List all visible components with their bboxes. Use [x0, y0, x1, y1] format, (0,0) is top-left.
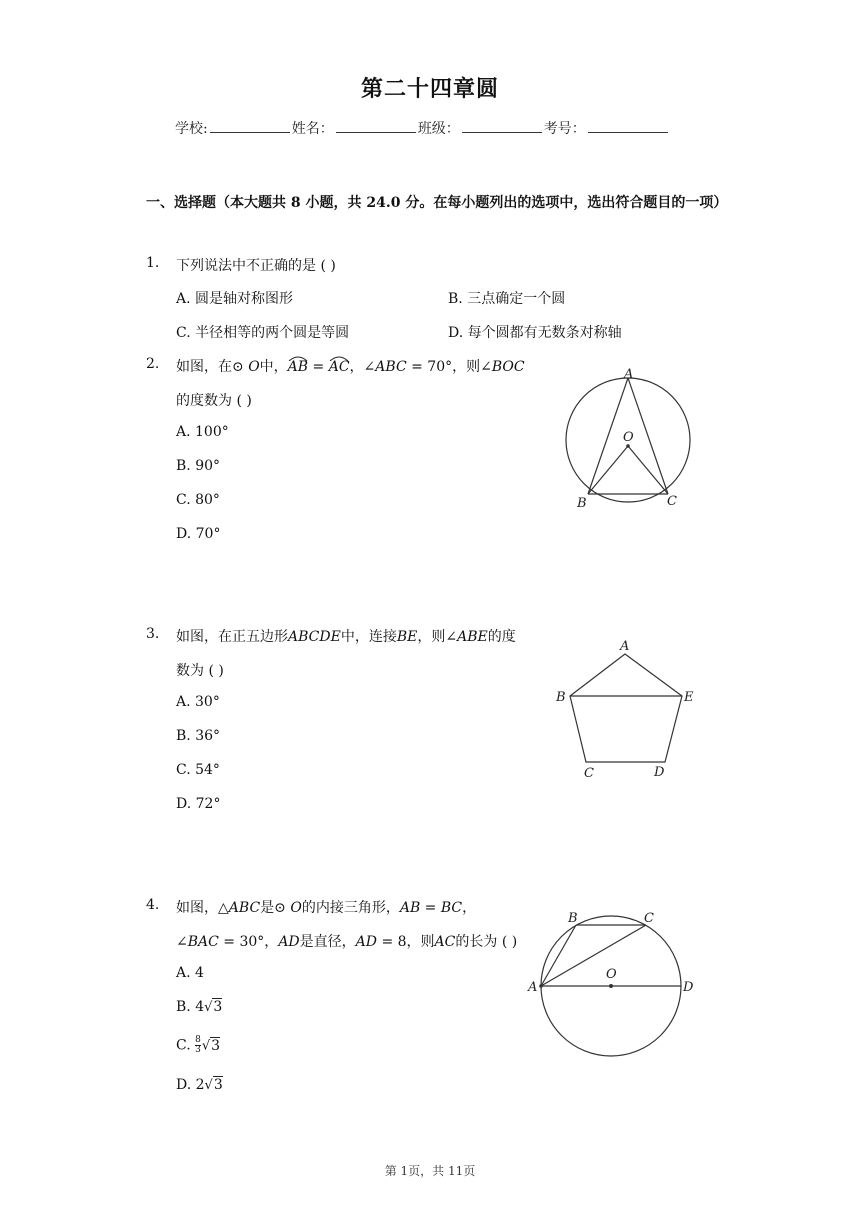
q4-label-c: C — [644, 911, 654, 926]
school-label: 学校: — [175, 121, 208, 137]
q4-text-part: 是直径， — [299, 934, 356, 950]
q4-math: BAC — [187, 934, 219, 950]
q4-option-d-text: D. 2 — [176, 1077, 205, 1093]
q2-arc-ab-text: AB — [287, 359, 309, 375]
q2-segment-ob — [588, 446, 628, 494]
q4-math: ABC — [228, 900, 261, 916]
q2-math: BOC — [491, 359, 525, 375]
q4-text-part: = 30°， — [218, 934, 279, 950]
class-label: 班级： — [417, 121, 460, 137]
q4-math: BC — [440, 900, 463, 916]
q3-option-b: B. 36° — [176, 728, 221, 744]
q4-text-line1 — [176, 897, 476, 917]
q3-text-part: 中，连接 — [340, 629, 397, 645]
q3-text-line1 — [176, 626, 516, 646]
q4-option-c-radicand: 3 — [211, 1037, 221, 1054]
q4-point-a — [539, 984, 543, 988]
exam-no-blank — [588, 120, 668, 133]
q3-math: ABE — [457, 629, 488, 645]
name-blank — [336, 120, 416, 133]
q3-number: 3. — [146, 626, 160, 642]
q4-math: AD — [278, 934, 300, 950]
q4-option-b — [176, 999, 222, 1015]
q2-segment-ac — [628, 378, 668, 494]
q2-option-a: A. 100° — [176, 424, 229, 440]
sqrt-icon: √ — [204, 1078, 213, 1093]
q2-text-part: = — [308, 359, 329, 375]
q2-segment-oc — [628, 446, 668, 494]
q2-label-c: C — [667, 494, 677, 509]
q4-text-part: ， — [462, 900, 477, 916]
q1-option-a: A. 圆是轴对称图形 — [176, 291, 294, 307]
q2-label-b: B — [577, 496, 587, 511]
q1-option-d: D. 每个圆都有无数条对称轴 — [448, 325, 622, 341]
q1-option-b: B. 三点确定一个圆 — [448, 291, 566, 307]
q4-text-line2 — [176, 931, 517, 951]
q4-text-part: = — [420, 900, 441, 916]
q2-label-a: A — [624, 367, 634, 382]
q4-option-b-radicand: 3 — [213, 999, 223, 1015]
q2-label-o: O — [623, 430, 634, 445]
q3-math: ABCDE — [288, 629, 341, 645]
q2-number: 2. — [146, 356, 160, 372]
q2-text-part: = 70°，则∠ — [406, 359, 492, 375]
q2-segment-ab — [588, 378, 628, 494]
q2-text-part: 中， — [259, 359, 288, 375]
q2-text-line2: 的度数为 ( ) — [176, 393, 252, 409]
q1-option-c: C. 半径相等的两个圆是等圆 — [176, 325, 350, 341]
q4-fraction-denominator: 3 — [195, 1045, 201, 1055]
q2-option-b: B. 90° — [176, 458, 221, 474]
q4-option-d-radicand: 3 — [213, 1077, 223, 1093]
q2-option-c: C. 80° — [176, 492, 220, 508]
q4-text-part: = 8，则 — [377, 934, 435, 950]
section-heading: 一、选择题（本大题共 8 小题，共 24.0 分。在每小题列出的选项中，选出符合题目的一项） — [146, 195, 728, 211]
q4-option-d — [176, 1077, 223, 1093]
q2-text-part: 如图，在⊙ — [176, 359, 249, 375]
q3-text-part: 如图，在正五边形 — [176, 629, 288, 645]
q4-label-a: A — [528, 980, 538, 995]
q4-text-part: 是⊙ — [260, 900, 291, 916]
q4-math: AD — [355, 934, 377, 950]
q4-math: O — [290, 900, 302, 916]
q4-text-part: 的长为 ( ) — [455, 934, 518, 950]
q2-arc-ac-text: AC — [328, 359, 350, 375]
q2-math: ABC — [375, 359, 407, 375]
q4-math: AC — [434, 934, 456, 950]
q4-option-c-fraction — [195, 1036, 201, 1055]
q1-number: 1. — [146, 255, 160, 271]
q2-figure — [555, 364, 705, 514]
q3-option-a: A. 30° — [176, 694, 220, 710]
arc-symbol-icon — [329, 355, 349, 361]
q4-fraction-numerator: 8 — [195, 1035, 201, 1045]
q4-option-a: A. 4 — [176, 965, 204, 981]
q4-figure — [526, 904, 706, 1062]
q3-label-a: A — [620, 639, 630, 654]
exam-no-label: 考号： — [543, 121, 586, 137]
class-blank — [462, 120, 542, 133]
q3-label-c: C — [584, 766, 594, 781]
q4-segment-ac — [541, 925, 646, 986]
school-blank — [210, 120, 290, 133]
q4-text-part: 如图，△ — [176, 900, 229, 916]
q4-segment-ab — [541, 925, 576, 986]
q4-label-o: O — [606, 967, 617, 982]
q3-label-d: D — [654, 765, 665, 780]
q3-pentagon — [570, 654, 682, 762]
q4-option-c — [176, 1036, 220, 1055]
sqrt-icon: √ — [204, 1000, 213, 1015]
q3-text-line2: 数为 ( ) — [176, 663, 224, 679]
q3-label-b: B — [556, 690, 566, 705]
q4-option-c-text: C. — [176, 1037, 196, 1054]
q3-figure — [548, 634, 708, 784]
q3-text-part: 的度 — [487, 629, 516, 645]
q4-center-point — [609, 984, 613, 988]
q4-text-part: 的内接三角形， — [301, 900, 400, 916]
q1-text: 下列说法中不正确的是 ( ) — [176, 258, 336, 274]
q4-label-d: D — [683, 980, 694, 995]
name-label: 姓名： — [291, 121, 334, 137]
student-info-line — [175, 118, 670, 138]
q3-text-part: ，则∠ — [417, 629, 458, 645]
q2-text-line1 — [176, 356, 525, 376]
q2-arc-ab — [288, 359, 308, 375]
q2-math: O — [248, 359, 260, 375]
q2-arc-ac — [329, 359, 350, 375]
q4-math: AB — [399, 900, 421, 916]
arc-symbol-icon — [288, 355, 308, 361]
q3-label-e: E — [684, 690, 694, 705]
page-footer: 第 1页，共 11页 — [384, 1164, 476, 1178]
q3-option-c: C. 54° — [176, 762, 220, 778]
q4-text-part: ∠ — [176, 934, 188, 950]
q4-option-b-text: B. 4 — [176, 999, 205, 1015]
q4-number: 4. — [146, 897, 160, 913]
q3-option-d: D. 72° — [176, 796, 221, 812]
q4-label-b: B — [568, 911, 578, 926]
q2-text-part: ，∠ — [349, 359, 376, 375]
q3-math: BE — [396, 629, 418, 645]
sqrt-icon: √ — [201, 1038, 211, 1054]
q2-option-d: D. 70° — [176, 526, 221, 542]
page-title: 第二十四章圆 — [360, 76, 499, 102]
